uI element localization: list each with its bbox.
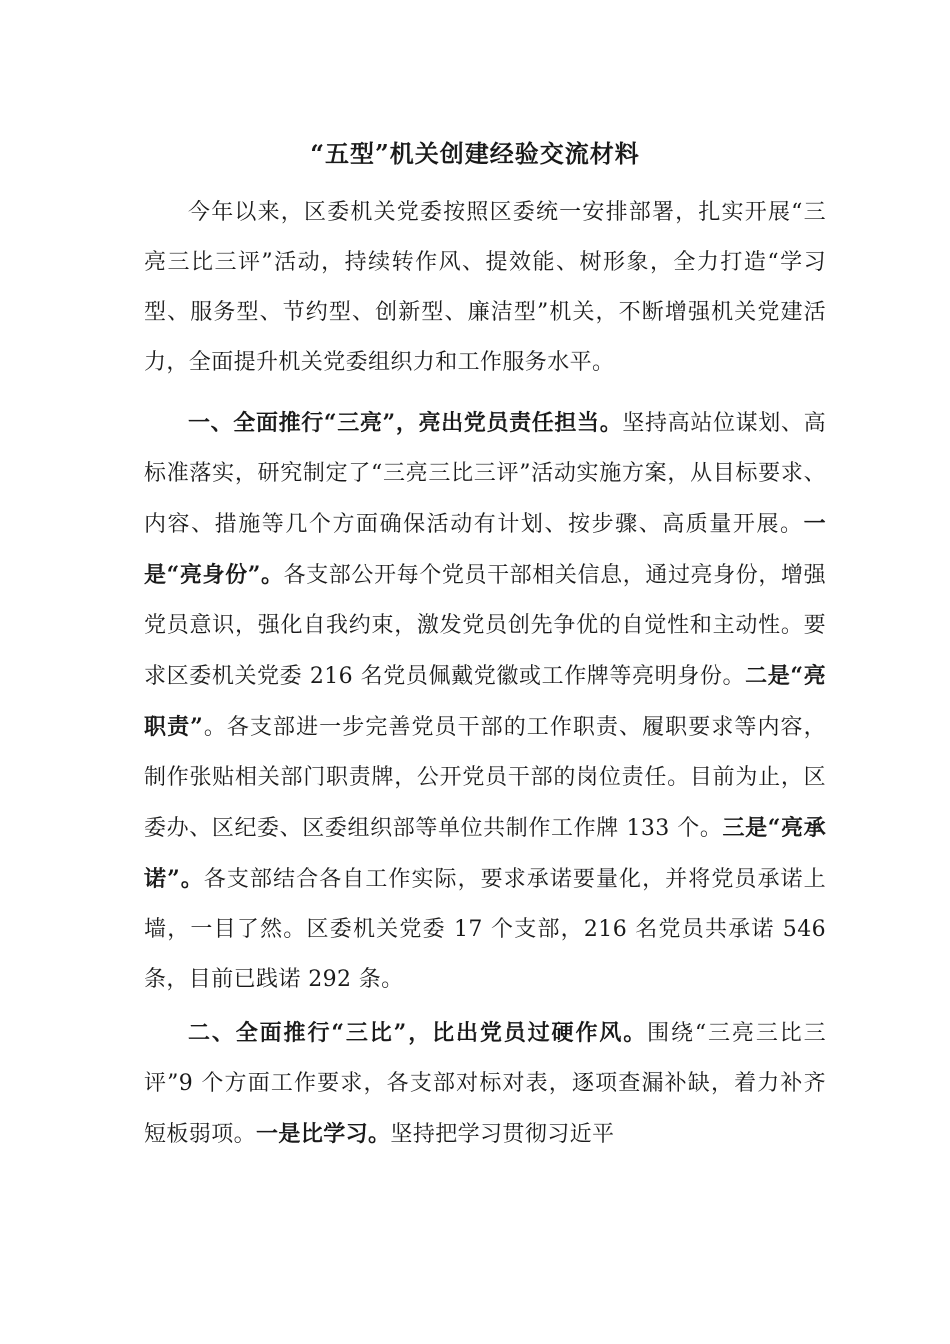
paragraph-section-2 — [144, 1008, 826, 1160]
section-heading: 一、全面推行“三亮”，亮出党员责任担当。 — [188, 410, 623, 436]
paragraph-intro — [144, 188, 826, 388]
text-segment: 各支部公开每个党员干部相关信息，通过亮身份，增强党员意识，强化自我约束，激发党员创先争优的自觉性和主动性。要求区委机关党委 216 名党员佩戴党徽或工作牌等亮明身份。 — [144, 563, 826, 689]
text-segment: 。各支部进一步完善党员干部的工作职责、履职要求等内容，制作张贴相关部门职责牌，公开党员干部的岗位责任。目前为止，区委办、区纪委、区委组织部等单位共制作工作牌 133 个。 — [144, 715, 826, 841]
subheading-liang-chengnuo: 三是“亮承诺”。 — [144, 815, 827, 892]
section-heading: 二、全面推行“三比”，比出党员过硬作风。 — [188, 1020, 648, 1046]
subheading-liang-zhize: 二是“亮职责” — [144, 663, 826, 740]
subheading-bi-xuexi: 一是比学习。 — [256, 1121, 391, 1147]
text-segment: 坚持高站位谋划、高标准落实，研究制定了“三亮三比三评”活动实施方案，从目标要求、内容、措施等几个方面确保活动有计划、按步骤、高质量开展。 — [144, 411, 826, 537]
text-segment: 今年以来，区委机关党委按照区委统一安排部署，扎实开展“三亮三比三评”活动，持续转作风、提效能、树形象，全力打造“学习型、服务型、节约型、创新型、廉洁型”机关，不断增强机关党建活力，全面提升机关党委组织力和工作服务水平。 — [144, 200, 826, 375]
paragraph-section-1 — [144, 398, 826, 1005]
subheading-liang-shenfen: 一是“亮身份”。 — [144, 511, 826, 588]
text-segment: 围绕“三亮三比三评”9 个方面工作要求，各支部对标对表，逐项查漏补缺，着力补齐短板弱项。 — [144, 1021, 827, 1147]
text-segment: 坚持把学习贯彻习近平 — [390, 1122, 615, 1147]
document-title: “五型”机关创建经验交流材料 — [310, 139, 640, 168]
text-segment: 各支部结合各自工作实际，要求承诺要量化，并将党员承诺上墙，一目了然。区委机关党委 17 个支部，216 名党员共承诺 546 条，目前已践诺 292 条。 — [144, 867, 826, 992]
